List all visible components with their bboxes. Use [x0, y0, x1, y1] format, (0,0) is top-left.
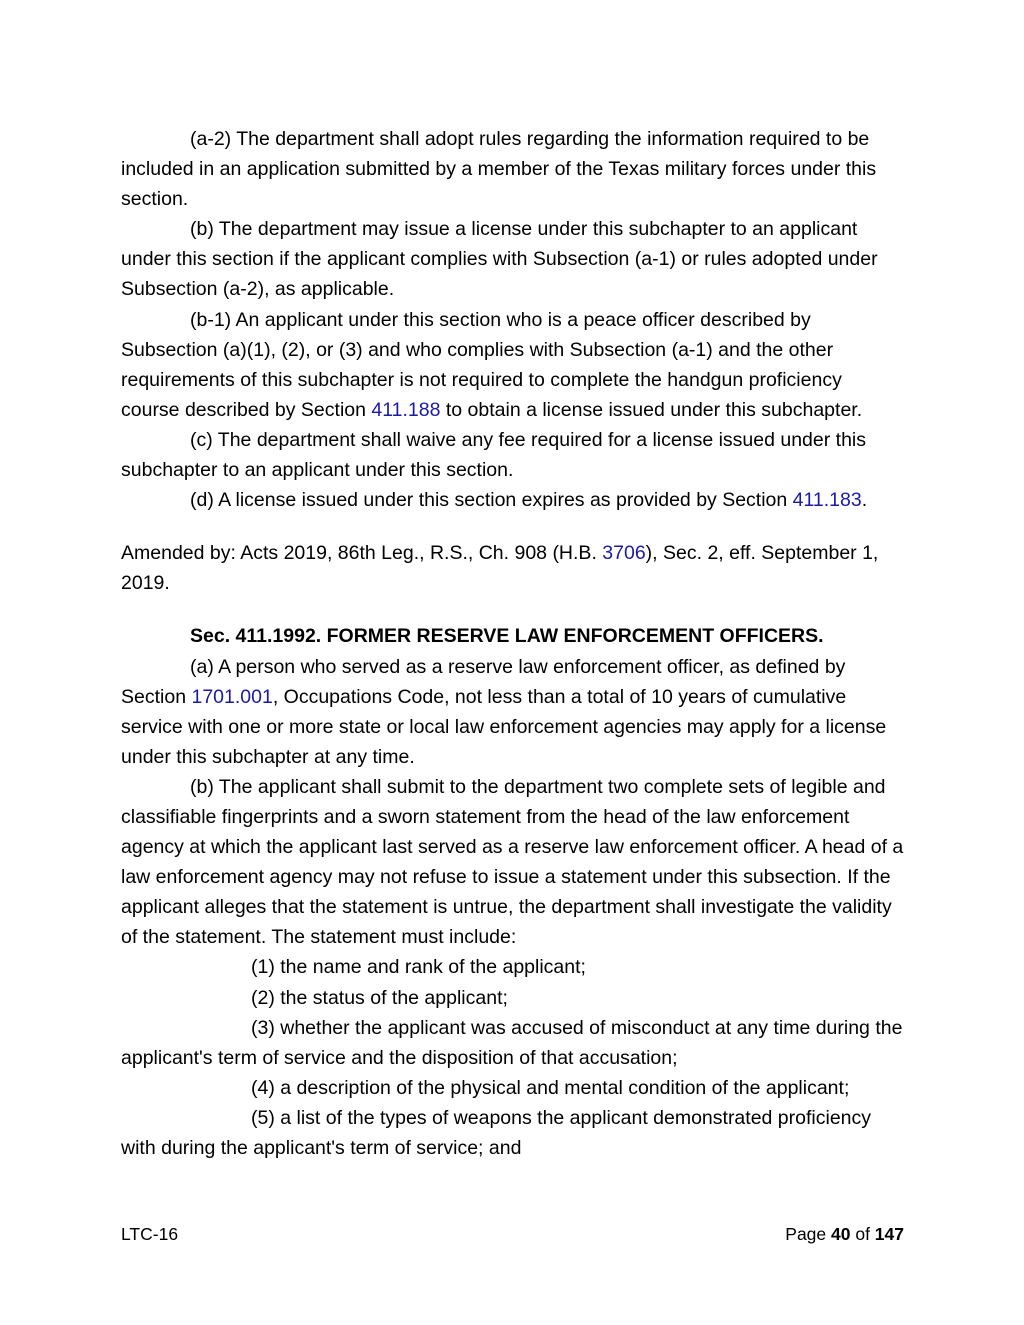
- document-id: LTC-16: [121, 1224, 179, 1244]
- list-item-1: (1) the name and rank of the applicant;: [251, 956, 586, 979]
- link-section-1701-001[interactable]: 1701.001: [191, 685, 273, 708]
- subsection-b-1: [121, 305, 904, 425]
- subsection-b: (b) The department may issue a license under this subchapter to an applicant under this section if the applicant complies with Subsection (a-1) or rules adopted under Subsection (a-2), as applicable.: [121, 218, 878, 301]
- subsection-d: [121, 485, 904, 515]
- section-subsection-a: [121, 652, 904, 772]
- page-total: 147: [874, 1224, 904, 1244]
- section-a-text-1: (a) A person who served as a reserve law enforcement officer, as defined by Section: [121, 655, 846, 708]
- list-item-5: (5) a list of the types of weapons the applicant demonstrated proficiency with during the applicant's term of service; and: [121, 1106, 872, 1159]
- page-current: 40: [831, 1224, 851, 1244]
- subsection-b-1-text-1: (b-1) An applicant under this section who is a peace officer described by Subsection (a)(1), (2), or (3) and who complies with Subsection (a-1) and the other requirements of this subchapter is not required to complete the handgun proficiency course described by Section: [121, 308, 842, 421]
- list-item-4: (4) a description of the physical and mental condition of the applicant;: [251, 1076, 850, 1099]
- page-of: of: [850, 1224, 875, 1244]
- list-item-2: (2) the status of the applicant;: [251, 986, 508, 1009]
- page-number: [785, 1222, 904, 1246]
- page-label: Page: [785, 1224, 831, 1244]
- link-section-411-188[interactable]: 411.188: [371, 398, 441, 421]
- amendment-text-2: ), Sec. 2, eff. September 1, 2019.: [121, 542, 879, 595]
- link-section-411-183[interactable]: 411.183: [792, 489, 862, 512]
- subsection-b-1-text-2: to obtain a license issued under this subchapter.: [440, 398, 863, 421]
- document-body: [121, 124, 904, 1163]
- subsection-a-2: (a-2) The department shall adopt rules regarding the information required to be included in an application submitted by a member of the Texas military forces under this section.: [121, 128, 877, 211]
- amendment-text-1: Amended by: Acts 2019, 86th Leg., R.S., Ch. 908 (H.B.: [121, 542, 603, 565]
- section-a-text-2: , Occupations Code, not less than a total of 10 years of cumulative service with one or more state or local law enforcement agencies may apply for a license under this subchapter at any time.: [121, 685, 887, 768]
- section-heading: Sec. 411.1992. FORMER RESERVE LAW ENFORCEMENT OFFICERS.: [190, 625, 824, 648]
- subsection-d-text-2: .: [861, 489, 868, 512]
- subsection-c: (c) The department shall waive any fee required for a license issued under this subchapter to an applicant under this section.: [121, 428, 866, 482]
- amendment-note: [121, 538, 904, 598]
- section-subsection-b: (b) The applicant shall submit to the department two complete sets of legible and classifiable fingerprints and a sworn statement from the head of the law enforcement agency at which the applicant last served as a reserve law enforcement officer. A head of a law enforcement agency may not refuse to issue a statement under this subsection. If the applicant alleges that the statement is untrue, the department shall investigate the validity of the statement. The statement must include:: [121, 775, 904, 949]
- subsection-d-text-1: (d) A license issued under this section expires as provided by Section: [190, 489, 793, 512]
- link-hb-3706[interactable]: 3706: [602, 542, 646, 565]
- list-item-3: (3) whether the applicant was accused of misconduct at any time during the applicant's term of service and the disposition of that accusation;: [121, 1016, 903, 1069]
